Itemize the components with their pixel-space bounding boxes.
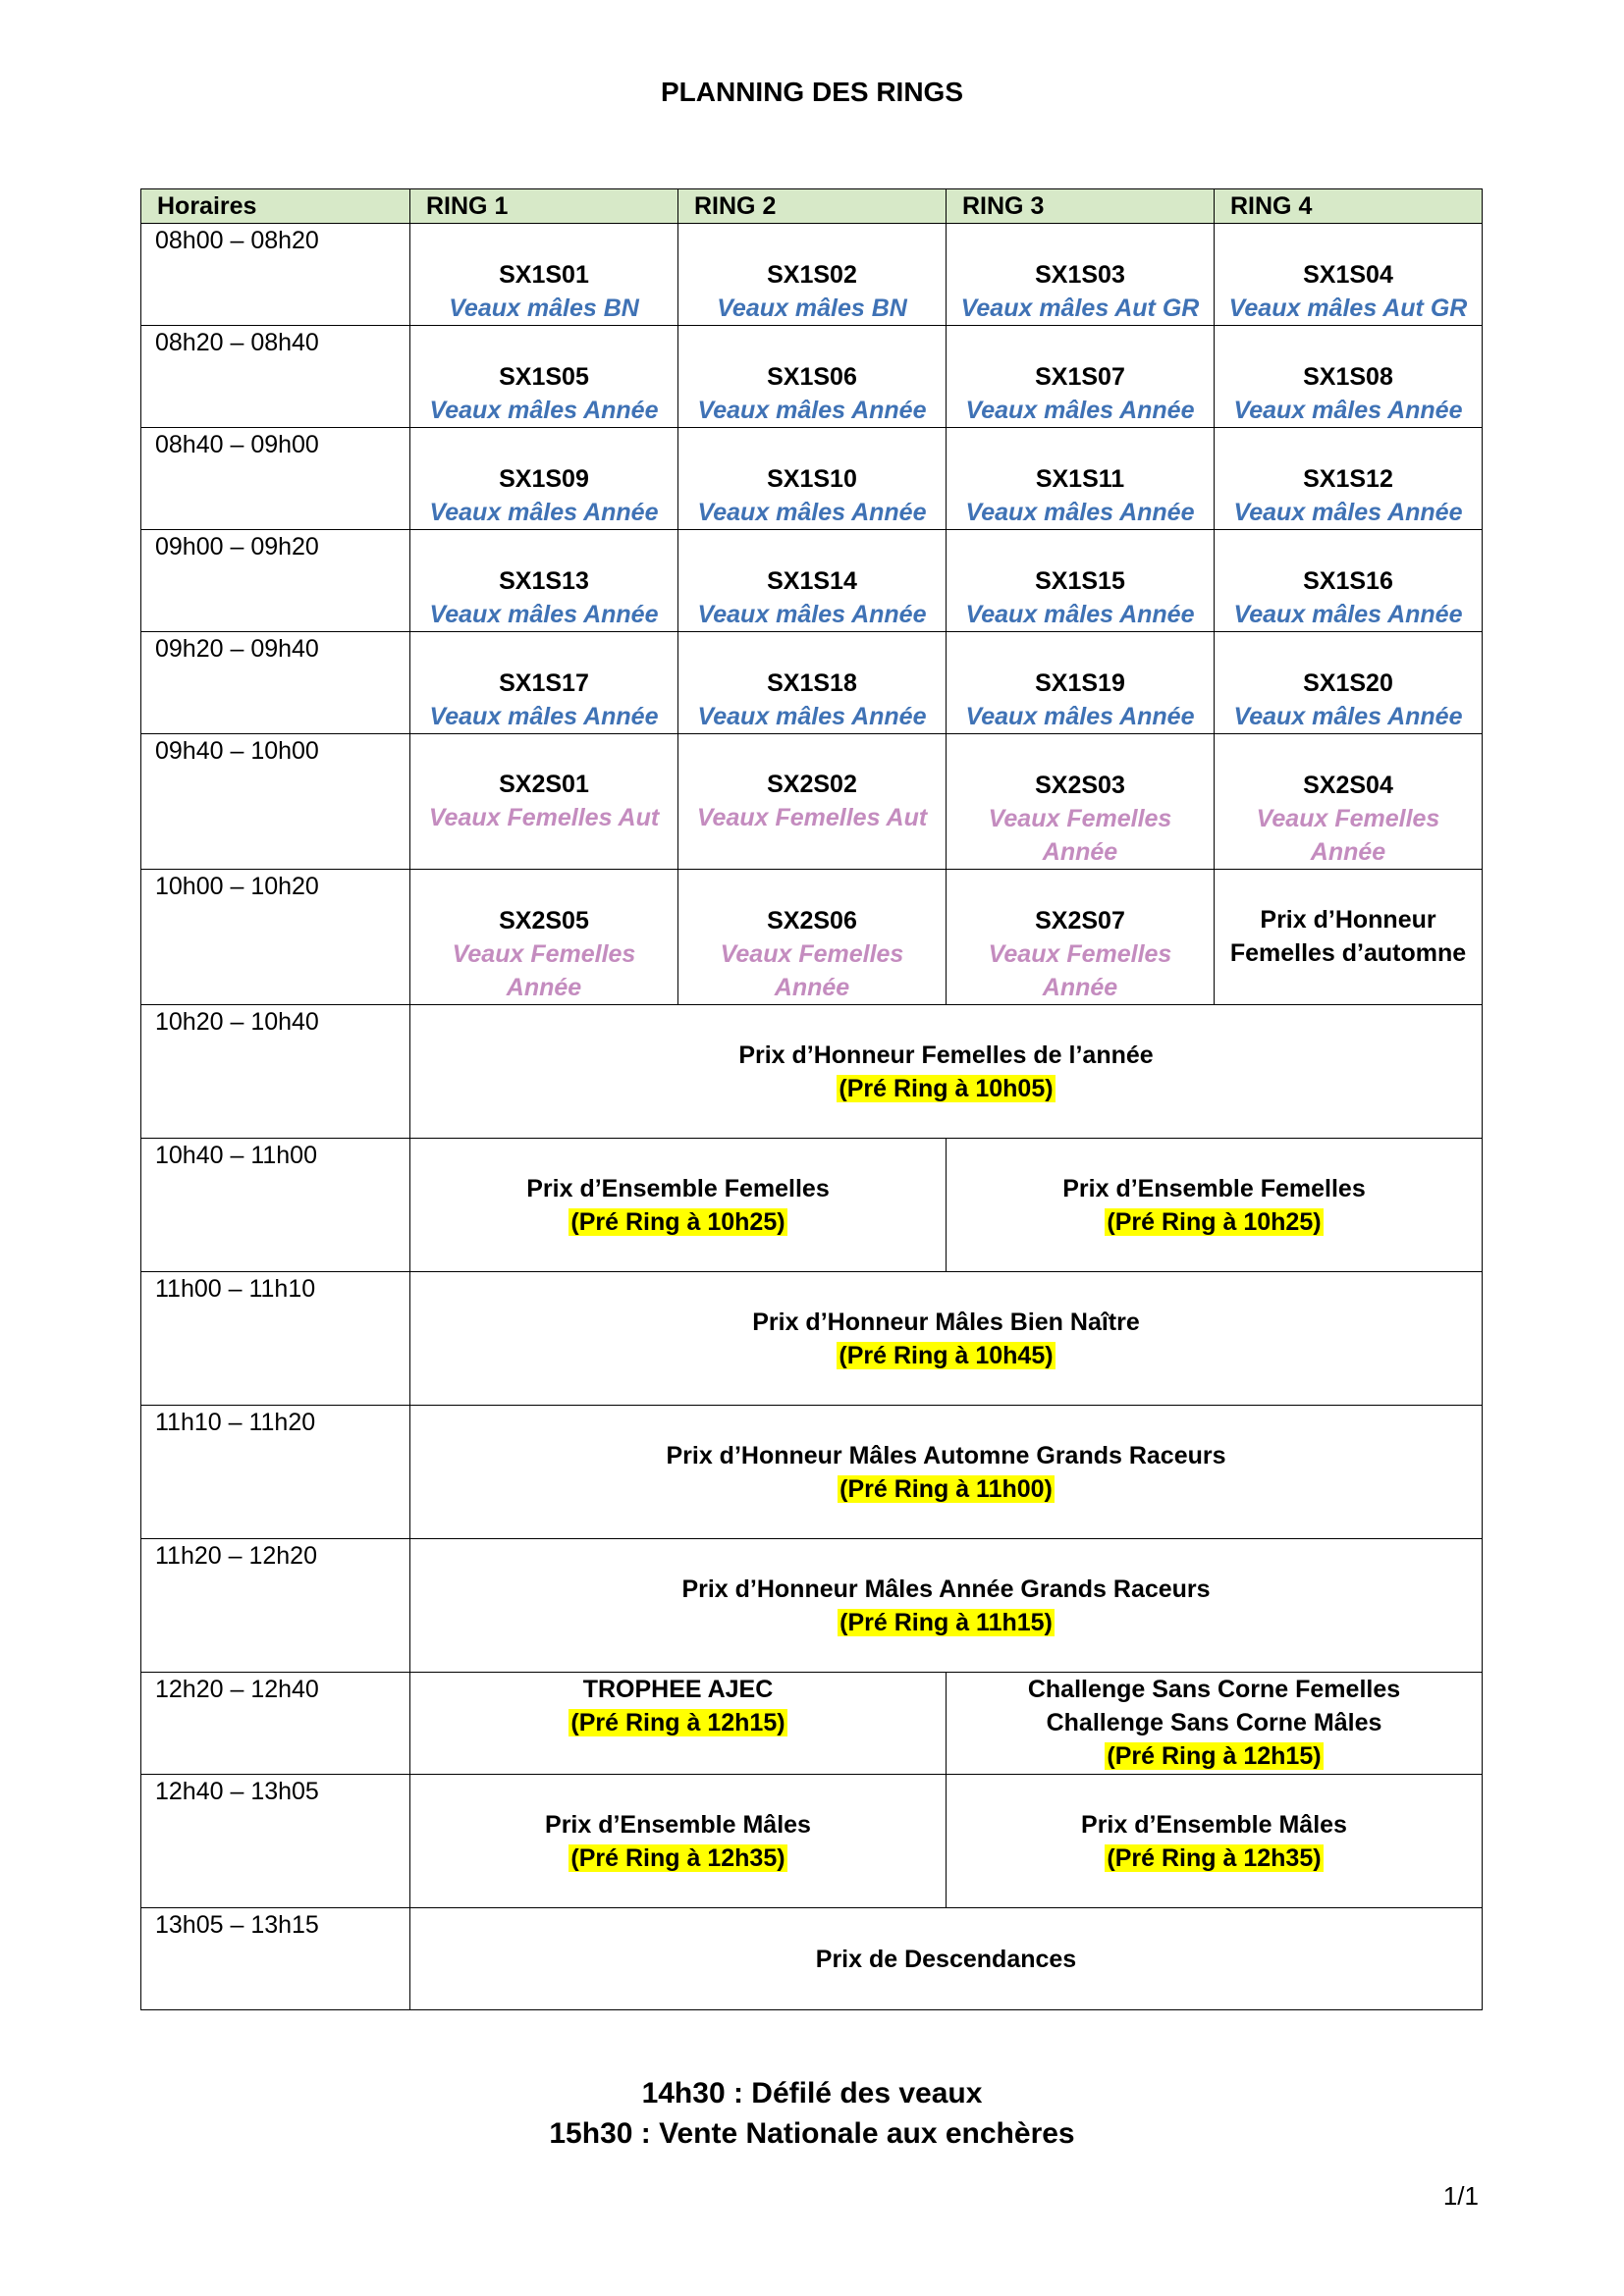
pre-ring-time: (Pré Ring à 11h15) (839, 1608, 1053, 1636)
event-cell (410, 1908, 1483, 2010)
pre-ring-time: (Pré Ring à 10h45) (839, 1341, 1054, 1369)
class-category: Veaux mâles Année (1233, 499, 1463, 526)
header-row (141, 189, 1483, 224)
time-slot: 10h20 – 10h40 (141, 1005, 410, 1139)
ring-cell (410, 632, 678, 734)
table-row (141, 530, 1483, 632)
time-slot: 12h40 – 13h05 (141, 1775, 410, 1908)
event-name: Prix d’Ensemble Femelles (1062, 1174, 1366, 1202)
class-code: SX1S18 (767, 669, 857, 697)
event-name: Prix d’Honneur Mâles Bien Naître (752, 1308, 1140, 1336)
class-category: Veaux mâles Année (429, 499, 659, 526)
event-cell-right (947, 1775, 1483, 1908)
ring-cell (1215, 224, 1483, 326)
class-category: Veaux mâles Année (697, 397, 927, 424)
class-category: Veaux mâles Aut GR (1228, 294, 1468, 322)
time-slot: 08h40 – 09h00 (141, 428, 410, 530)
table-row (141, 1539, 1483, 1673)
class-code: SX1S11 (1035, 465, 1125, 493)
event-name: Prix de Descendances (815, 1945, 1077, 1973)
time-slot: 11h00 – 11h10 (141, 1272, 410, 1406)
class-category: Veaux mâles Année (429, 703, 659, 730)
event-name: Prix d’Honneur Femelles de l’année (738, 1041, 1154, 1069)
table-row (141, 1908, 1483, 2010)
pre-ring-time: (Pré Ring à 12h15) (570, 1709, 785, 1736)
ring-cell (1215, 530, 1483, 632)
class-code: SX1S19 (1035, 669, 1125, 697)
ring-cell (678, 870, 947, 1005)
header-ring-4: RING 4 (1215, 189, 1483, 224)
header-ring-1: RING 1 (410, 189, 678, 224)
class-code: SX1S08 (1303, 363, 1393, 391)
ring-cell (410, 734, 678, 870)
time-slot: 11h20 – 12h20 (141, 1539, 410, 1673)
event-name: Challenge Sans Corne Femelles (1027, 1676, 1401, 1703)
class-category: Veaux mâles Année (429, 601, 659, 628)
time-slot: 10h40 – 11h00 (141, 1139, 410, 1272)
class-category: Veaux Femelles (452, 940, 636, 968)
class-category: Veaux Femelles (1256, 805, 1440, 832)
event-cell-left (410, 1139, 947, 1272)
ring-cell (678, 326, 947, 428)
ring-cell (410, 530, 678, 632)
page-number: 1/1 (1442, 2181, 1479, 2211)
time-slot: 12h20 – 12h40 (141, 1673, 410, 1775)
table-row (141, 1673, 1483, 1775)
event-cell (410, 1539, 1483, 1673)
ring-cell (678, 428, 947, 530)
ring-cell (410, 326, 678, 428)
ring-cell (410, 870, 678, 1005)
class-category: Veaux mâles BN (717, 294, 907, 322)
page-title: PLANNING DES RINGS (660, 77, 964, 107)
table-row (141, 870, 1483, 1005)
table-row (141, 326, 1483, 428)
class-category: Veaux mâles Année (965, 499, 1195, 526)
class-category: Veaux mâles Année (1233, 601, 1463, 628)
event-name-line2: Femelles d’automne (1229, 939, 1467, 967)
class-category-line2: Année (506, 974, 582, 1001)
class-category: Veaux Femelles Aut (428, 804, 660, 831)
event-name: Prix d’Ensemble Femelles (526, 1174, 830, 1202)
pre-ring-time: (Pré Ring à 10h25) (1107, 1207, 1322, 1236)
class-code: SX2S01 (499, 771, 589, 798)
ring-cell (678, 632, 947, 734)
table-row (141, 1406, 1483, 1539)
class-category: Veaux mâles BN (449, 294, 639, 322)
ring-cell (1215, 428, 1483, 530)
schedule-table (140, 188, 1483, 2010)
class-code: SX1S06 (767, 363, 857, 391)
table-row (141, 734, 1483, 870)
table-row (141, 1272, 1483, 1406)
ring-cell (947, 870, 1215, 1005)
class-code: SX1S13 (499, 567, 589, 595)
footer-schedule (0, 2073, 1624, 2154)
table-row (141, 1005, 1483, 1139)
class-code: SX2S03 (1035, 772, 1125, 799)
ring-cell (947, 734, 1215, 870)
class-category: Veaux mâles Année (965, 703, 1195, 730)
class-category: Veaux mâles Année (429, 397, 659, 424)
event-name: TROPHEE AJEC (582, 1676, 774, 1703)
class-code: SX1S10 (767, 465, 857, 493)
header-ring-2: RING 2 (678, 189, 947, 224)
class-category-line2: Année (774, 974, 850, 1001)
ring-cell (410, 428, 678, 530)
event-name-line2: Challenge Sans Corne Mâles (1046, 1709, 1382, 1736)
pre-ring-time: (Pré Ring à 10h25) (570, 1207, 785, 1236)
class-code: SX1S04 (1303, 261, 1393, 289)
event-cell-left (410, 1775, 947, 1908)
time-slot: 09h40 – 10h00 (141, 734, 410, 870)
time-slot: 13h05 – 13h15 (141, 1908, 410, 2010)
ring-cell (1215, 734, 1483, 870)
pre-ring-time: (Pré Ring à 10h05) (839, 1074, 1054, 1102)
table-row (141, 1775, 1483, 1908)
ring-cell (678, 530, 947, 632)
ring-cell (1215, 326, 1483, 428)
pre-ring-time: (Pré Ring à 12h15) (1107, 1742, 1322, 1770)
class-code: SX1S20 (1303, 669, 1393, 697)
class-category: Veaux Femelles (988, 805, 1172, 832)
footer-line-1: 14h30 : Défilé des veaux (641, 2077, 983, 2109)
table-row (141, 1139, 1483, 1272)
event-cell (410, 1005, 1483, 1139)
class-code: SX1S09 (499, 465, 589, 493)
class-category: Veaux Femelles Aut (696, 804, 928, 831)
table-row (141, 224, 1483, 326)
class-code: SX1S02 (767, 261, 857, 289)
class-code: SX2S02 (767, 771, 857, 798)
event-cell (410, 1406, 1483, 1539)
time-slot: 11h10 – 11h20 (141, 1406, 410, 1539)
class-category-line2: Année (1042, 838, 1118, 866)
time-slot: 10h00 – 10h20 (141, 870, 410, 1005)
time-slot: 08h20 – 08h40 (141, 326, 410, 428)
ring-cell (947, 224, 1215, 326)
class-code: SX1S14 (767, 567, 857, 595)
event-name: Prix d’Honneur Mâles Automne Grands Raceurs (666, 1441, 1226, 1469)
class-category: Veaux mâles Année (1233, 703, 1463, 730)
class-category: Veaux mâles Année (965, 601, 1195, 628)
class-category: Veaux Femelles (720, 940, 904, 968)
class-code: SX2S07 (1035, 907, 1125, 934)
class-category: Veaux mâles Année (1233, 397, 1463, 424)
ring-cell (410, 224, 678, 326)
class-category-line2: Année (1042, 974, 1118, 1001)
header-horaires: Horaires (141, 189, 410, 224)
event-name: Prix d’Honneur Mâles Année Grands Raceurs (681, 1575, 1211, 1603)
ring-cell (947, 326, 1215, 428)
event-name: Prix d’Ensemble Mâles (1081, 1810, 1347, 1839)
class-code: SX1S07 (1035, 363, 1125, 391)
event-cell-left (410, 1673, 947, 1775)
pre-ring-time: (Pré Ring à 12h35) (570, 1843, 785, 1872)
time-slot: 09h20 – 09h40 (141, 632, 410, 734)
class-code: SX1S15 (1035, 567, 1125, 595)
ring-cell (947, 632, 1215, 734)
ring-cell (947, 530, 1215, 632)
table-row (141, 632, 1483, 734)
event-name: Prix d’Ensemble Mâles (545, 1810, 811, 1839)
class-category: Veaux mâles Année (697, 499, 927, 526)
class-category: Veaux mâles Année (697, 601, 927, 628)
class-code: SX1S05 (499, 363, 589, 391)
ring-cell (947, 428, 1215, 530)
pre-ring-time: (Pré Ring à 11h00) (839, 1474, 1053, 1503)
table-row (141, 428, 1483, 530)
class-code: SX1S16 (1303, 567, 1393, 595)
class-code: SX1S01 (499, 261, 589, 289)
event-cell-right (947, 1673, 1483, 1775)
class-code: SX1S17 (499, 669, 589, 697)
class-code: SX2S05 (499, 907, 589, 934)
class-code: SX2S04 (1303, 772, 1393, 799)
class-category: Veaux mâles Année (965, 397, 1195, 424)
ring-cell (1215, 870, 1483, 1005)
event-cell-right (947, 1139, 1483, 1272)
class-category: Veaux mâles Aut GR (960, 294, 1200, 322)
class-category: Veaux Femelles (988, 940, 1172, 968)
class-category-line2: Année (1310, 838, 1386, 866)
event-name: Prix d’Honneur (1260, 906, 1436, 934)
event-cell (410, 1272, 1483, 1406)
footer-line-2: 15h30 : Vente Nationale aux enchères (549, 2117, 1075, 2150)
class-code: SX2S06 (767, 907, 857, 934)
pre-ring-time: (Pré Ring à 12h35) (1107, 1843, 1322, 1872)
ring-cell (678, 224, 947, 326)
ring-cell (1215, 632, 1483, 734)
time-slot: 09h00 – 09h20 (141, 530, 410, 632)
time-slot: 08h00 – 08h20 (141, 224, 410, 326)
header-ring-3: RING 3 (947, 189, 1215, 224)
class-code: SX1S12 (1303, 465, 1393, 493)
class-code: SX1S03 (1035, 261, 1125, 289)
class-category: Veaux mâles Année (697, 703, 927, 730)
ring-cell (678, 734, 947, 870)
